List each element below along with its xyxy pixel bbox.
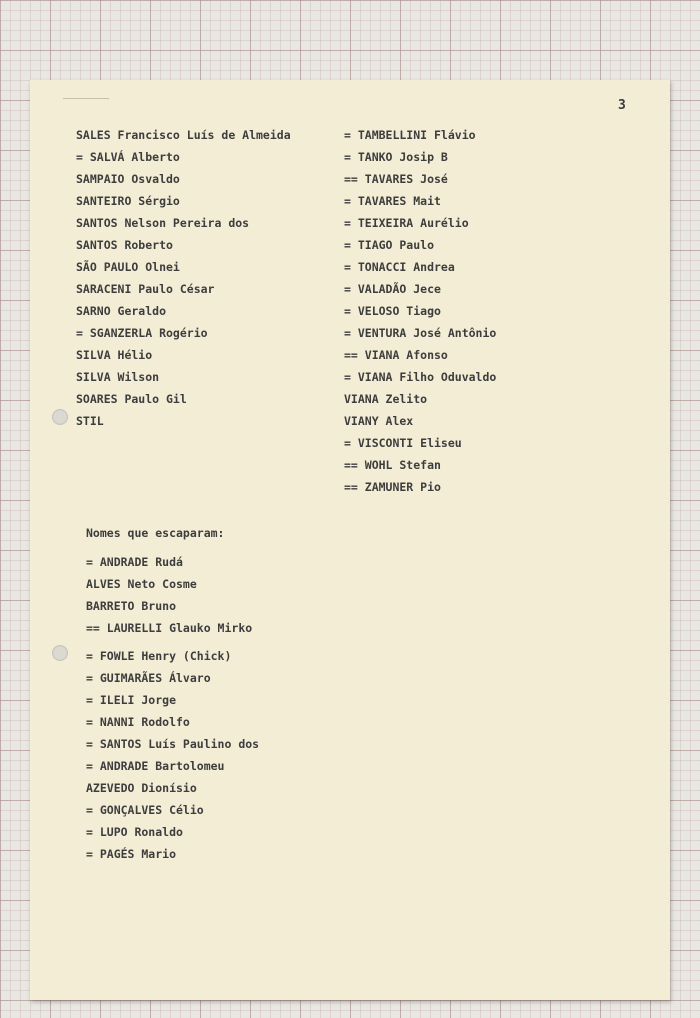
- typed-page: [30, 80, 670, 1000]
- list-item: SARACENI Paulo César: [76, 282, 215, 296]
- list-item: SALES Francisco Luís de Almeida: [76, 128, 291, 142]
- section-heading: Nomes que escaparam:: [86, 526, 225, 540]
- list-item: BARRETO Bruno: [86, 599, 177, 613]
- list-item: ALVES Neto Cosme: [86, 577, 197, 591]
- list-item: VIANA Zelito: [344, 392, 428, 406]
- name-list-right: [344, 124, 496, 498]
- list-item: = ANDRADE Rudá: [86, 555, 183, 569]
- list-item: = VISCONTI Eliseu: [344, 436, 462, 450]
- list-item: SANTOS Nelson Pereira dos: [76, 216, 250, 230]
- list-item: = ANDRADE Bartolomeu: [86, 759, 225, 773]
- list-item: SILVA Hélio: [76, 348, 153, 362]
- page-number: 3: [618, 98, 626, 113]
- list-item: = VELOSO Tiago: [344, 304, 441, 318]
- list-item: = VENTURA José Antônio: [344, 326, 497, 340]
- list-item: = GONÇALVES Célio: [86, 803, 204, 817]
- list-item: VIANY Alex: [344, 414, 414, 428]
- list-item: SILVA Wilson: [76, 370, 160, 384]
- list-item: = TAVARES Mait: [344, 194, 441, 208]
- list-item: SANTEIRO Sérgio: [76, 194, 180, 208]
- list-item: = ILELI Jorge: [86, 693, 177, 707]
- list-item: SÃO PAULO Olnei: [76, 260, 180, 274]
- list-item: SOARES Paulo Gil: [76, 392, 187, 406]
- list-item: = NANNI Rodolfo: [86, 715, 190, 729]
- list-item: == LAURELLI Glauko Mirko: [86, 621, 253, 635]
- list-item: == ZAMUNER Pio: [344, 480, 441, 494]
- list-item: = LUPO Ronaldo: [86, 825, 183, 839]
- punch-hole: [52, 645, 68, 661]
- list-item: = TANKO Josip B: [344, 150, 448, 164]
- list-item: = TAMBELLINI Flávio: [344, 128, 476, 142]
- list-item: = GUIMARÃES Álvaro: [86, 671, 211, 685]
- list-item: = VIANA Filho Oduvaldo: [344, 370, 497, 384]
- list-item: = TONACCI Andrea: [344, 260, 455, 274]
- list-item: = TEIXEIRA Aurélio: [344, 216, 469, 230]
- list-item: AZEVEDO Dionísio: [86, 781, 197, 795]
- punch-hole: [52, 409, 68, 425]
- list-item: = FOWLE Henry (Chick): [86, 649, 232, 663]
- list-item: == WOHL Stefan: [344, 458, 441, 472]
- list-item: = SGANZERLA Rogério: [76, 326, 208, 340]
- name-list-left: [76, 124, 291, 432]
- list-item: = PAGÉS Mario: [86, 847, 177, 861]
- missed-names-list: [86, 551, 252, 639]
- list-item: SAMPAIO Osvaldo: [76, 172, 180, 186]
- list-item: == TAVARES José: [344, 172, 448, 186]
- list-item: STIL: [76, 414, 104, 428]
- list-item: = VALADÃO Jece: [344, 282, 441, 296]
- list-item: = TIAGO Paulo: [344, 238, 435, 252]
- list-item: == VIANA Afonso: [344, 348, 448, 362]
- pencil-mark: [63, 98, 109, 104]
- list-item: = SANTOS Luís Paulino dos: [86, 737, 260, 751]
- list-item: SANTOS Roberto: [76, 238, 173, 252]
- list-item: = SALVÁ Alberto: [76, 150, 180, 164]
- list-item: SARNO Geraldo: [76, 304, 167, 318]
- missed-names-list-continued: [86, 645, 259, 865]
